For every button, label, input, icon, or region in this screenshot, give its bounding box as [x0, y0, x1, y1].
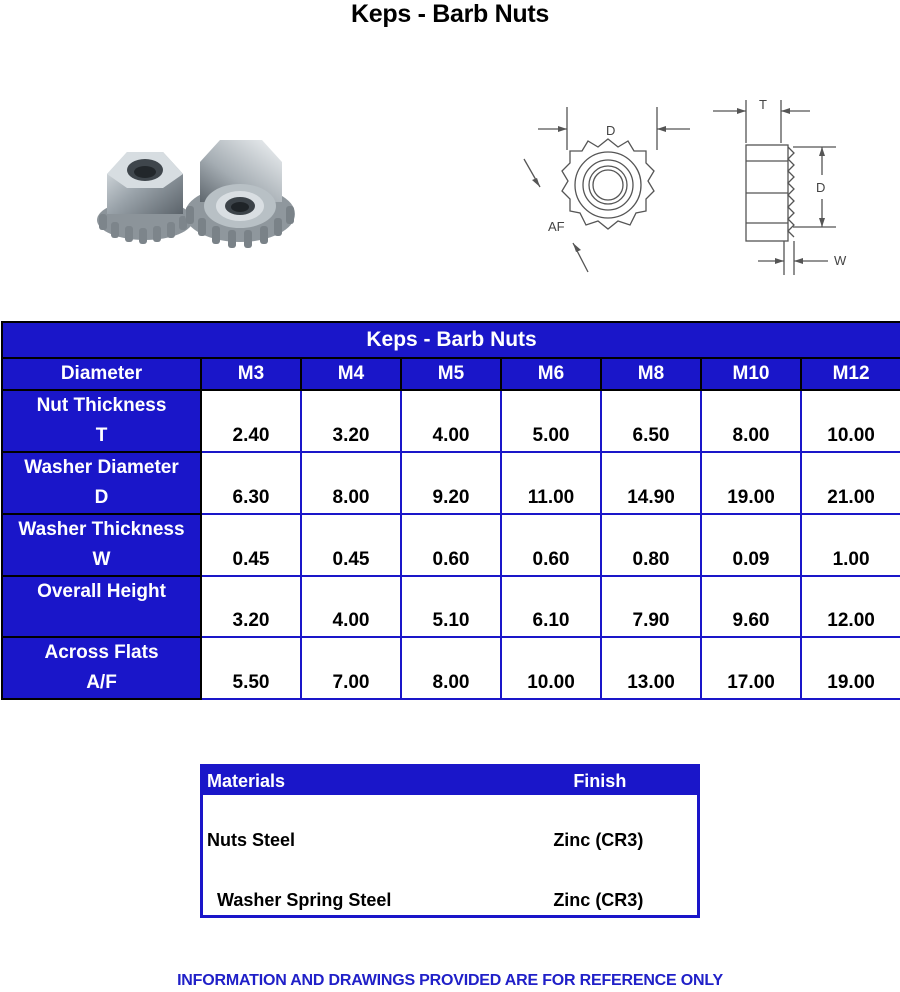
table-cell: 0.60	[401, 514, 501, 576]
row-label	[2, 390, 201, 452]
materials-header: Materials	[202, 766, 504, 796]
spec-table	[1, 321, 900, 700]
drawing-label-af: AF	[548, 219, 565, 234]
table-cell: 0.09	[701, 514, 801, 576]
table-cell: 6.10	[501, 576, 601, 637]
table-cell: 0.45	[301, 514, 401, 576]
table-cell: 8.00	[701, 390, 801, 452]
drawing-label-w: W	[834, 253, 847, 268]
table-cell: 21.00	[801, 452, 900, 514]
drawing-label-t: T	[759, 97, 767, 112]
table-cell: 19.00	[701, 452, 801, 514]
row-label-name: Washer Diameter	[24, 457, 179, 478]
table-cell: 7.00	[301, 637, 401, 699]
table-row	[2, 452, 900, 514]
row-label	[2, 452, 201, 514]
material-cell: Washer Spring Steel	[217, 890, 392, 910]
table-cell: 2.40	[201, 390, 301, 452]
finish-header: Finish	[503, 766, 698, 796]
keps-nut-photo	[90, 130, 300, 250]
size-header: M12	[801, 358, 900, 390]
row-label-symbol: W	[92, 549, 111, 570]
row-label-symbol: D	[94, 487, 109, 508]
table-cell: 1.00	[801, 514, 900, 576]
row-label	[2, 637, 201, 699]
table-cell: 10.00	[801, 390, 900, 452]
table-row	[2, 576, 900, 637]
disclaimer-footer: INFORMATION AND DRAWINGS PROVIDED ARE FOR REFERENCE ONLY	[177, 972, 723, 989]
size-header: M8	[601, 358, 701, 390]
materials-header-row	[202, 766, 699, 796]
table-cell: 9.20	[401, 452, 501, 514]
size-header: M5	[401, 358, 501, 390]
table-cell: 12.00	[801, 576, 900, 637]
table-cell: 3.20	[201, 576, 301, 637]
table-row	[2, 390, 900, 452]
table-cell: 6.30	[201, 452, 301, 514]
table-cell: 7.90	[601, 576, 701, 637]
table-cell: 13.00	[601, 637, 701, 699]
row-label-symbol: A/F	[86, 672, 117, 693]
table-cell: 4.00	[401, 390, 501, 452]
row-label-name: Nut Thickness	[36, 395, 167, 416]
table-cell: 9.60	[701, 576, 801, 637]
dimension-drawing	[518, 95, 863, 290]
table-cell: 8.00	[301, 452, 401, 514]
table-cell: 11.00	[501, 452, 601, 514]
spec-banner: Keps - Barb Nuts	[2, 322, 900, 358]
table-cell: 10.00	[501, 637, 601, 699]
size-header: M3	[201, 358, 301, 390]
table-cell: 19.00	[801, 637, 900, 699]
drawing-label-d-top: D	[606, 123, 616, 138]
table-cell: 14.90	[601, 452, 701, 514]
finish-cell: Zinc (CR3)	[553, 830, 644, 850]
table-row	[2, 514, 900, 576]
size-header: M10	[701, 358, 801, 390]
diameter-header: Diameter	[2, 358, 201, 390]
row-label-name: Across Flats	[44, 642, 159, 663]
row-label-symbol: T	[95, 425, 108, 446]
drawing-label-d-side: D	[816, 180, 826, 195]
row-label-name: Overall Height	[37, 581, 166, 602]
table-row	[202, 855, 699, 917]
table-row	[202, 795, 699, 855]
table-row	[2, 637, 900, 699]
table-cell: 0.60	[501, 514, 601, 576]
spec-banner-row	[2, 322, 900, 358]
size-header: M4	[301, 358, 401, 390]
material-cell: Nuts Steel	[207, 830, 296, 850]
table-cell: 0.80	[601, 514, 701, 576]
table-cell: 4.00	[301, 576, 401, 637]
row-label-name: Washer Thickness	[18, 519, 185, 540]
table-cell: 5.10	[401, 576, 501, 637]
size-header: M6	[501, 358, 601, 390]
table-cell: 8.00	[401, 637, 501, 699]
row-label	[2, 576, 201, 637]
table-cell: 5.00	[501, 390, 601, 452]
spec-header-row	[2, 358, 900, 390]
row-label	[2, 514, 201, 576]
table-cell: 5.50	[201, 637, 301, 699]
table-cell: 17.00	[701, 637, 801, 699]
table-cell: 3.20	[301, 390, 401, 452]
page-title: Keps - Barb Nuts	[350, 0, 549, 28]
finish-cell: Zinc (CR3)	[553, 890, 644, 910]
materials-table	[200, 764, 700, 918]
table-cell: 0.45	[201, 514, 301, 576]
table-cell: 6.50	[601, 390, 701, 452]
